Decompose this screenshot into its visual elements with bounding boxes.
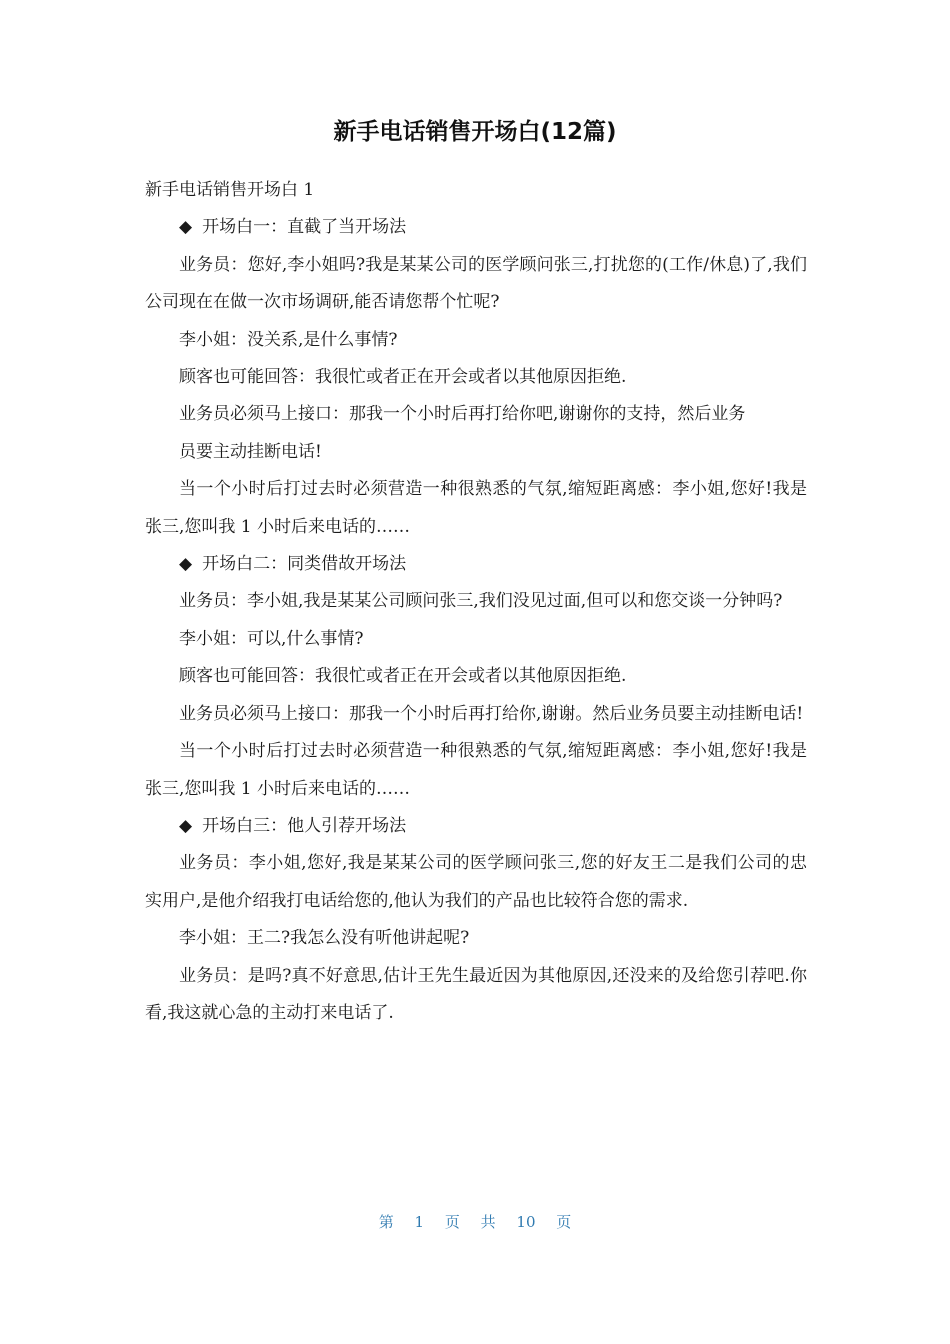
bullet-heading-text: 开场白一：直截了当开场法 <box>202 217 407 238</box>
diamond-bullet-icon: ◆ <box>179 815 193 836</box>
paragraph: 当一个小时后打过去时必须营造一种很熟悉的气氛,缩短距离感：李小姐,您好!我是张三,您叫我 1 小时后来电话的…… <box>145 479 807 537</box>
paragraph: 业务员必须马上接口：那我一个小时后再打给你吧,谢谢你的支持，然后业务 <box>179 404 746 425</box>
paragraph: 当一个小时后打过去时必须营造一种很熟悉的气氛,缩短距离感：李小姐,您好!我是张三,您叫我 1 小时后来电话的…… <box>145 741 807 799</box>
footer-label-page: 第 <box>378 1213 394 1231</box>
bullet-heading <box>145 209 807 246</box>
bullet-heading-text: 开场白二：同类借故开场法 <box>202 554 407 575</box>
document-body <box>145 172 807 1032</box>
diamond-bullet-icon: ◆ <box>179 554 193 575</box>
section-heading: 新手电话销售开场白 1 <box>145 180 315 200</box>
bullet-heading <box>145 546 807 583</box>
page-footer <box>0 1210 950 1234</box>
paragraph: 顾客也可能回答：我很忙或者正在开会或者以其他原因拒绝. <box>179 666 627 687</box>
bullet-heading <box>145 808 807 845</box>
paragraph: 业务员：您好,李小姐吗?我是某某公司的医学顾问张三,打扰您的(工作/休息)了,我们公司现在在做一次市场调研,能否请您帮个忙呢? <box>145 254 807 313</box>
paragraph: 业务员必须马上接口：那我一个小时后再打给你,谢谢。然后业务员要主动挂断电话! <box>179 703 804 724</box>
paragraph: 李小姐：王二?我怎么没有听他讲起呢? <box>179 928 470 949</box>
document-title: 新手电话销售开场白(12篇) <box>333 119 617 145</box>
paragraph: 李小姐：没关系,是什么事情? <box>179 329 398 350</box>
paragraph: 员要主动挂断电话! <box>179 441 322 462</box>
paragraph: 业务员：是吗?真不好意思,估计王先生最近因为其他原因,还没来的及给您引荐吧.你看,我这就心急的主动打来电话了. <box>145 965 807 1023</box>
footer-total-pages: 10 <box>516 1213 536 1231</box>
paragraph: 业务员：李小姐,我是某某公司顾问张三,我们没见过面,但可以和您交谈一分钟吗? <box>179 591 783 612</box>
bullet-heading-text: 开场白三：他人引荐开场法 <box>202 815 407 836</box>
diamond-bullet-icon: ◆ <box>179 217 193 238</box>
paragraph: 顾客也可能回答：我很忙或者正在开会或者以其他原因拒绝. <box>179 367 627 388</box>
footer-current-page: 1 <box>414 1213 425 1231</box>
footer-label-total-unit: 页 <box>556 1213 572 1231</box>
footer-label-page-unit: 页 <box>444 1213 460 1231</box>
paragraph: 李小姐：可以,什么事情? <box>179 628 364 649</box>
paragraph: 业务员：李小姐,您好,我是某某公司的医学顾问张三,您的好友王二是我们公司的忠实用户,是他介绍我打电话给您的,他认为我们的产品也比较符合您的需求. <box>145 853 807 911</box>
footer-label-total: 共 <box>480 1213 496 1231</box>
